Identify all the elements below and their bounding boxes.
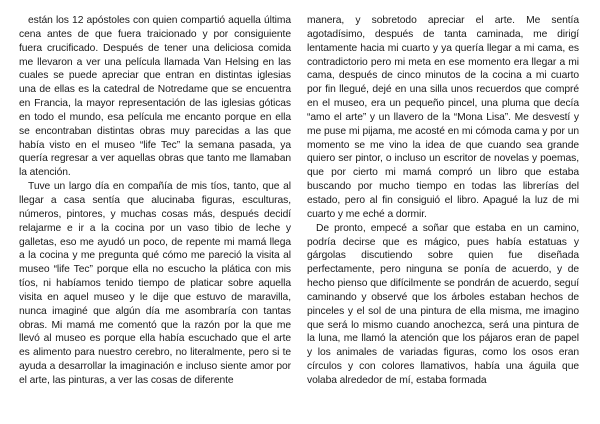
right-page-column: [307, 14, 579, 388]
left-paragraph-1: están los 12 apóstoles con quien compartió aquella última cena antes de que fuera traicionado y por consiguiente fuera crucificado. Después de tener una deliciosa comida me llevaron a ver una película llamada Van Helsing en las cuales se puede apreciar que entran en distintas iglesias una de ellas es la catedral de Notredame que se encuentra en Francia, la mayor representación de las iglesias góticas en todo el mundo, esa película me encanto porque en ella se encontraban distintas obras muy parecidas a las que había visto en el museo “life Tec” la semana pasada, ya quería regresar a ver aquellas obras que tanto me llamaban la atención.: [19, 15, 291, 179]
right-paragraph-1: manera, y sobretodo apreciar el arte. Me sentía agotadísimo, después de tanta caminada, me dirigí lentamente hacia mi cuarto y ya quería llegar a mi cama, es contradictorio pero mi meta en ese momento era llegar a mi cama, después de cinco minutos de la cocina a mi cuarto por fin llegué, dejé en una silla unos recuerdos que compré en el museo, era un pequeño pincel, una pluma que decía “amo el arte” y un llavero de la “Mona Lisa”. Me desvestí y me puse mi pijama, me acosté en mi cómoda cama y por un momento se me vino la idea de que cuando sea grande quiero ser pintor, o incluso un escritor de novelas y poemas, que por cierto mi mamá compró un libro que estaba buscando por mucho tiempo en todas las librerías del estado, pero al fin consiguió el libro. Apagué la luz de mi cuarto y me eché a dormir.: [307, 15, 579, 220]
book-spread: [0, 14, 600, 414]
left-paragraph-2: Tuve un largo día en compañía de mis tíos, tanto, que al llegar a casa sentía que alucinaba figuras, esculturas, números, pintores, y muchas cosas más, después decidí relajarme e ir a la cocina por un vaso tibio de leche y galletas, eso me ayudó un poco, de repente mi mamá llega a la cocina y me pregunta qué cómo me pareció la visita al museo “life Tec” porque ella no escucho la plática con mis tíos, ni habíamos tenido tiempo de platicar sobre aquella visita en aquel museo y le dije que estuvo de maravilla, nunca imaginé que algún día me asombraría con tantas obras. Mi mamá me comentó que la razón por la que me llevó al museo es porque ella había escuchado que el arte es alimento para nuestro cerebro, no literalmente, pero si te ayuda a desarrollar la imaginación e incluso siente amor por el arte, las pinturas, a ver las cosas de diferente: [19, 181, 291, 386]
right-paragraph-2: De pronto, empecé a soñar que estaba en un camino, podría decirse que es mágico, pues había estatuas y gárgolas discutiendo sobre quien fue diseñada perfectamente, pero ninguna se ponía de acuerdo, y de hecho pienso que difícilmente se pondrán de acuerdo, seguí caminando y observé que los árboles estaban hechos de pinceles y el sol de una pintura de ella misma, me imagino que será lo mismo cuando anochezca, será una pintura de la luna, me llamó la atención que los pájaros eran de papel y los animales de variadas figuras, como los osos eran círculos y con colores llamativos, había una águila que volaba alrededor de mí, estaba formada: [307, 222, 579, 386]
left-page-column: [19, 14, 291, 388]
